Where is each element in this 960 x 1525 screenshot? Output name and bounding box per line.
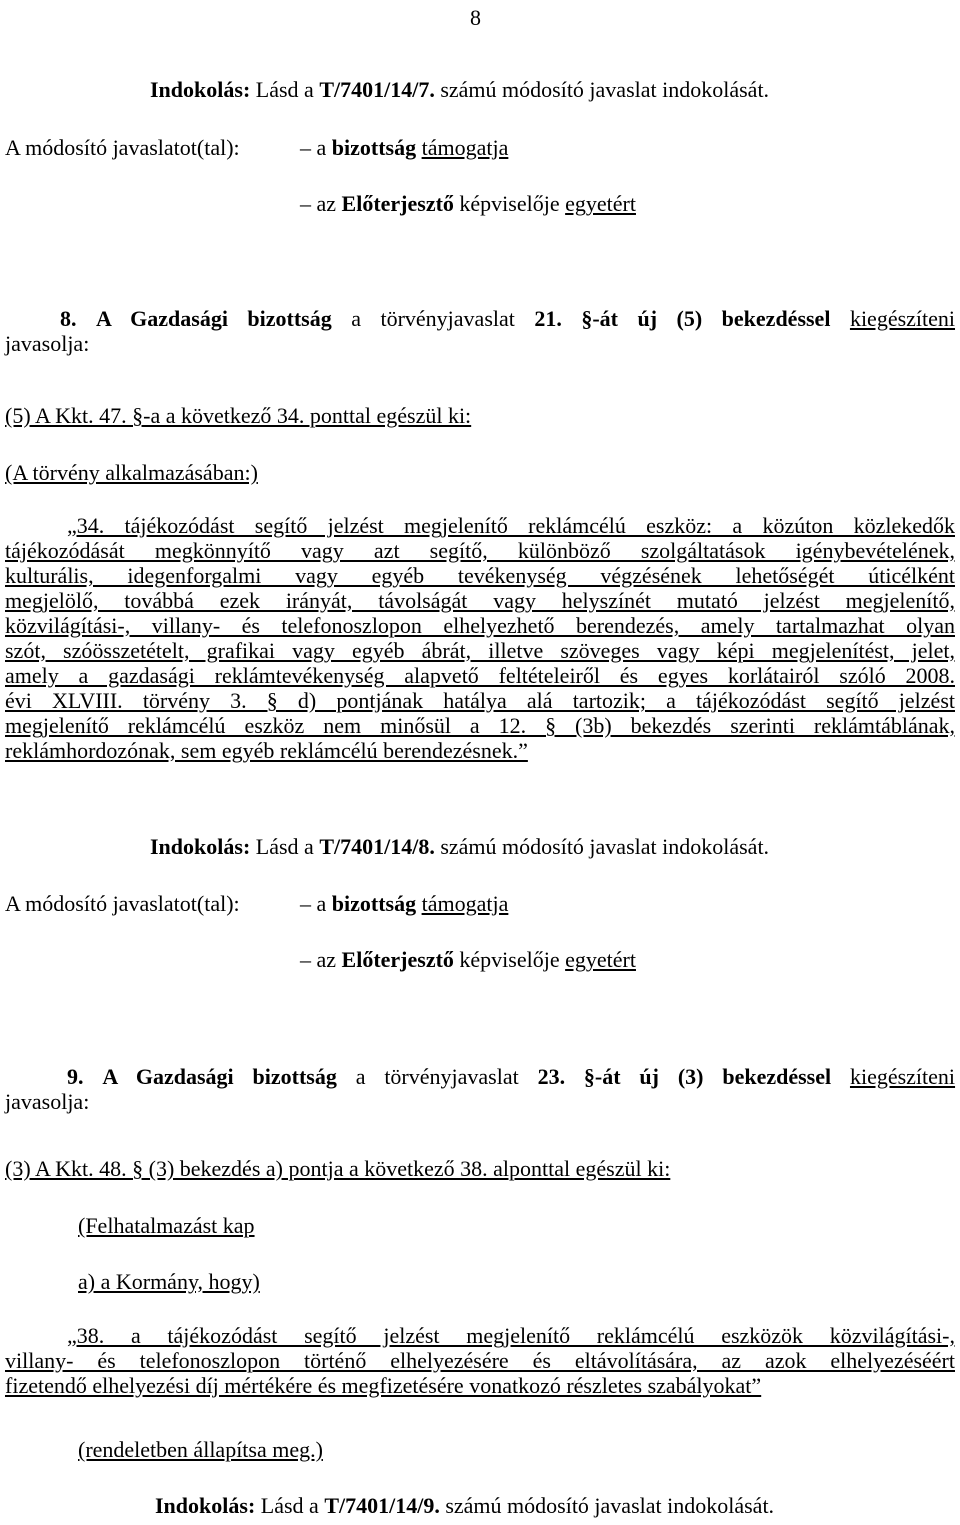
item9-closing-line	[78, 1436, 323, 1463]
committee-name: bizottság	[331, 135, 417, 160]
reason-prefix: Lásd a	[260, 1493, 319, 1518]
heading-tail: javasolja:	[5, 1089, 90, 1114]
heading-section: 23. §-át új (3) bekezdéssel	[537, 1064, 832, 1089]
item9-heading	[5, 1064, 955, 1114]
dash-text: – az	[300, 947, 337, 972]
body-line: közvilágítási-, villany- és telefonoszlopon elhelyezhető berendezés, amely tartalmazhat olyan	[5, 613, 955, 638]
reason-ref: T/7401/14/8.	[319, 834, 435, 859]
reason-suffix: számú módosító javaslat indokolását.	[440, 834, 770, 859]
body-line: reklámhordozónak, sem egyéb reklámcélú berendezésnek.”	[5, 738, 528, 763]
body-line: megjelenítő reklámcélú eszköz nem minősül a 12. § (3b) bekezdés szerinti reklámtáblának,	[5, 713, 955, 738]
reason-ref: T/7401/14/7.	[319, 77, 435, 102]
support-committee	[300, 890, 508, 917]
heading-text: a törvényjavaslat	[351, 306, 515, 331]
closing-text: (rendeletben állapítsa meg.)	[78, 1437, 323, 1462]
heading-action: kiegészíteni	[849, 1064, 956, 1089]
presenter-name: Előterjesztő	[341, 191, 454, 216]
reason-label: Indokolás:	[155, 1493, 256, 1518]
dash-text: – a	[300, 135, 327, 160]
reason-ref: T/7401/14/9.	[324, 1493, 440, 1518]
item9-amendment-line	[5, 1155, 670, 1182]
context-text: (Felhatalmazást kap	[78, 1213, 255, 1238]
presenter-role: képviselője	[459, 191, 560, 216]
item9-subcontext-line	[78, 1268, 260, 1295]
item-number: 8.	[60, 306, 77, 331]
support-presenter	[300, 946, 636, 973]
page-number: 8	[470, 5, 481, 30]
reason-label: Indokolás:	[150, 77, 251, 102]
reason-line	[150, 76, 769, 103]
committee-name: A Gazdasági bizottság	[95, 306, 332, 331]
support-status: támogatja	[421, 891, 509, 916]
body-line: „38. a tájékozódást segítő jelzést megjelenítő reklámcélú eszközök közvilágítási-,	[67, 1323, 955, 1348]
item9-context-line	[78, 1212, 255, 1239]
heading-section: 21. §-át új (5) bekezdéssel	[534, 306, 831, 331]
heading-tail: javasolja:	[5, 331, 90, 356]
item8-context-line	[5, 459, 258, 486]
heading-text: a törvényjavaslat	[355, 1064, 519, 1089]
body-line: villany- és telefonoszlopon történő elhelyezésére és eltávolítására, az azok elhelyezéséért	[5, 1348, 955, 1373]
body-line: amely a gazdasági reklámtevékenység alapvető feltételeiről és egyes korlátairól szóló 2008.	[5, 663, 955, 688]
dash-text: – a	[300, 891, 327, 916]
amendment-text: (3) A Kkt. 48. § (3) bekezdés a) pontja a következő 38. alponttal egészül ki:	[5, 1156, 671, 1181]
item-number: 9.	[67, 1064, 84, 1089]
committee-name: A Gazdasági bizottság	[102, 1064, 337, 1089]
body-line: „34. tájékozódást segítő jelzést megjelenítő reklámcélú eszköz: a közúton közlekedők	[67, 513, 955, 538]
reason-suffix: számú módosító javaslat indokolását.	[440, 77, 770, 102]
reason-line	[155, 1492, 774, 1519]
support-presenter	[300, 190, 636, 217]
committee-name: bizottság	[331, 891, 417, 916]
context-text: a) a Kormány, hogy)	[78, 1269, 260, 1294]
amendment-text: (5) A Kkt. 47. §-a a következő 34. ponttal egészül ki:	[5, 403, 472, 428]
body-line: tájékozódását megkönnyítő vagy azt segítő, különböző szolgáltatások igénybevételének,	[5, 538, 955, 563]
support-status: támogatja	[421, 135, 509, 160]
item8-amendment-line	[5, 402, 471, 429]
heading-action: kiegészíteni	[849, 306, 956, 331]
support-committee	[300, 134, 508, 161]
agree-status: egyetért	[565, 947, 636, 972]
body-line: fizetendő elhelyezési díj mértékére és megfizetésére vonatkozó részletes szabályokat”	[5, 1373, 762, 1398]
item9-body	[5, 1323, 955, 1398]
agree-status: egyetért	[565, 191, 636, 216]
supporters-label: A módosító javaslatot(tal):	[5, 135, 240, 160]
body-line: szót, szóösszetételt, grafikai vagy egyéb ábrát, illetve szöveges vagy képi megjelenítést, jelet,	[5, 638, 955, 663]
body-line: kulturális, idegenforgalmi vagy egyéb tevékenység végzésének lehetőségét úticélként	[5, 563, 955, 588]
item8-heading	[5, 306, 955, 356]
body-line: megjelölő, továbbá ezek irányát, távolságát vagy helyszínét mutató jelzést megjelenítő,	[5, 588, 955, 613]
supporters-label: A módosító javaslatot(tal):	[5, 891, 240, 916]
item8-body	[5, 513, 955, 763]
presenter-role: képviselője	[459, 947, 560, 972]
body-line: évi XLVIII. törvény 3. § d) pontjának hatálya alá tartozik; a tájékozódást segítő jelzést	[5, 688, 955, 713]
reason-line	[150, 833, 769, 860]
reason-prefix: Lásd a	[255, 834, 314, 859]
presenter-name: Előterjesztő	[341, 947, 454, 972]
dash-text: – az	[300, 191, 337, 216]
reason-label: Indokolás:	[150, 834, 251, 859]
reason-suffix: számú módosító javaslat indokolását.	[445, 1493, 775, 1518]
context-text: (A törvény alkalmazásában:)	[5, 460, 258, 485]
reason-prefix: Lásd a	[255, 77, 314, 102]
